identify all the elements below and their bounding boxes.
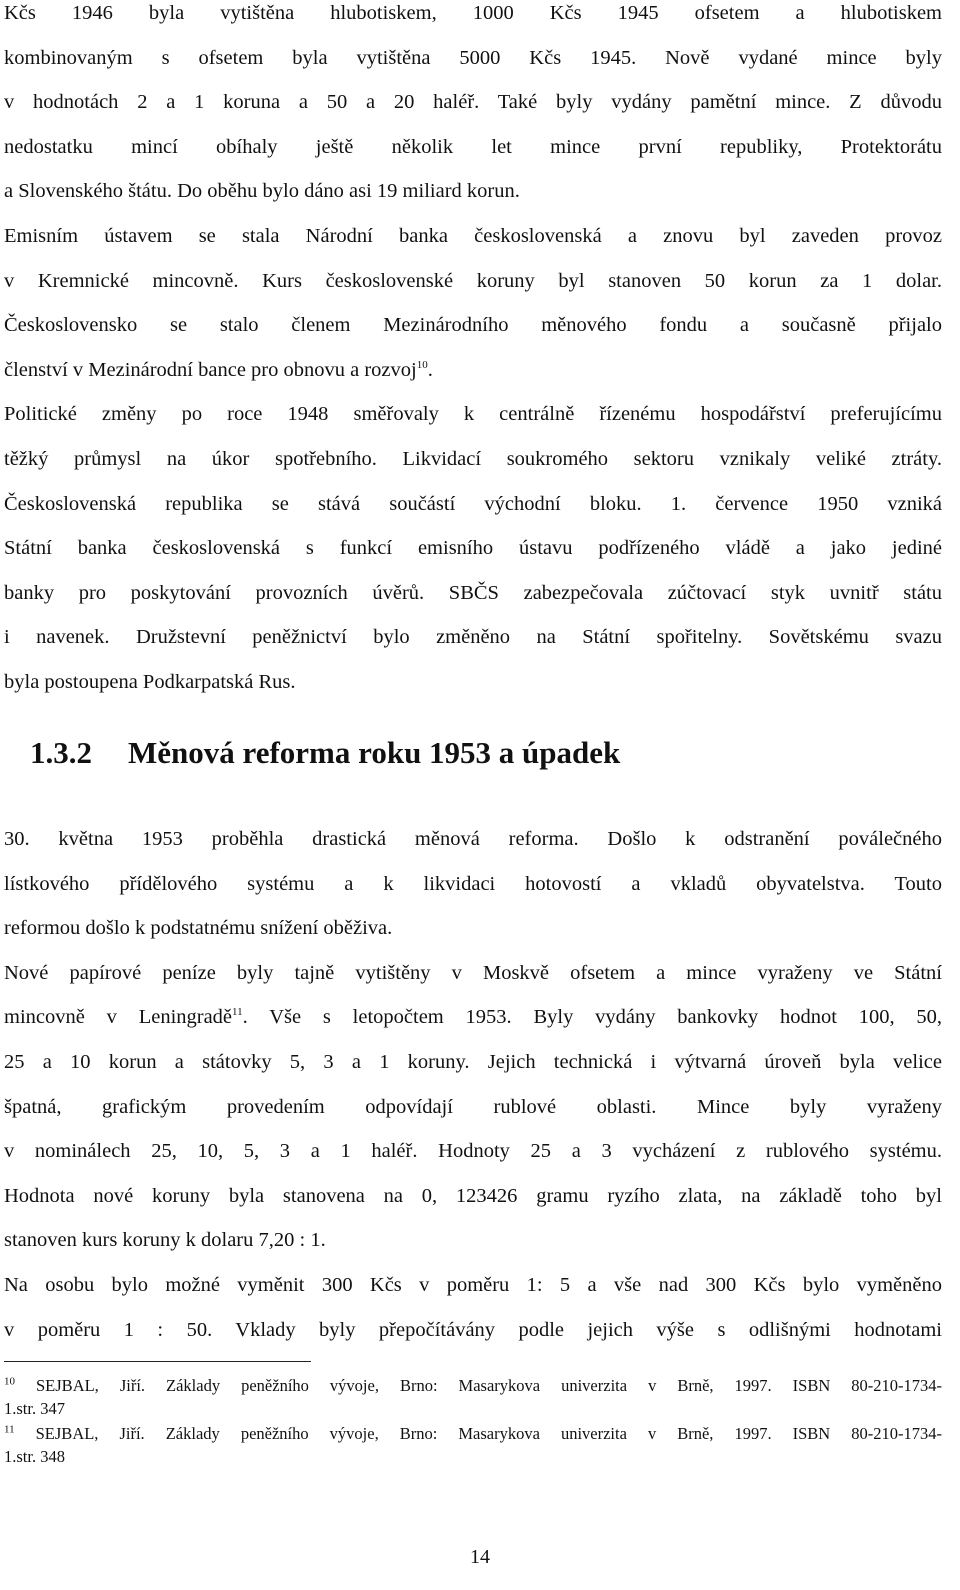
page-number: 14 xyxy=(470,1546,490,1568)
footnote-text: 1.str. 348 xyxy=(4,1447,65,1466)
section-title: Měnová reforma roku 1953 a úpadek xyxy=(128,735,621,770)
footnote-text: SEJBAL, Jiří. Základy peněžního vývoje, Brno: Masarykova univerzita v Brně, 1997. ISBN 80-210-1734- xyxy=(15,1376,942,1395)
line-text: Československo se stalo členem Mezinárodního měnového fondu a současně přijalo xyxy=(4,314,942,337)
line-text: v Kremnické mincovně. Kurs československé koruny byl stanoven 50 korun za 1 dolar. xyxy=(4,269,942,292)
line-text: špatná, grafickým provedením odpovídají rublové oblasti. Mince byly vyraženy xyxy=(4,1095,942,1118)
text-line xyxy=(4,1317,942,1343)
footnote-text: SEJBAL, Jiří. Základy peněžního vývoje, Brno: Masarykova univerzita v Brně, 1997. ISBN 80-210-1734- xyxy=(14,1424,942,1443)
line-text: 25 a 10 korun a státovky 5, 3 a 1 koruny. Jejich technická i výtvarná úroveň byla velice xyxy=(4,1051,942,1073)
line-text: Emisním ústavem se stala Národní banka československá a znovu byl zaveden provoz xyxy=(4,225,942,247)
footnote-ref[interactable]: 11 xyxy=(232,1006,243,1019)
text-line xyxy=(4,1094,942,1120)
line-text: Nové papírové peníze byly tajně vytištěny v Moskvě ofsetem a mince vyraženy ve Státní xyxy=(4,961,942,984)
text-line xyxy=(4,1272,942,1298)
text-line xyxy=(4,45,942,71)
line-text: těžký průmysl na úkor spotřebního. Likvidací soukromého sektoru vznikaly veliké ztráty. xyxy=(4,448,942,470)
line-text: v poměru 1 : 50. Vklady byly přepočítávány podle jejich výše s odlišnými hodnotami xyxy=(4,1318,942,1341)
text-line xyxy=(4,1138,942,1164)
footnote-separator xyxy=(4,1361,311,1362)
footnote-line xyxy=(4,1447,942,1467)
text-line xyxy=(4,624,942,650)
footnote-mark: 11 xyxy=(4,1424,15,1436)
text-line xyxy=(4,1183,942,1209)
line-text: lístkového přídělového systému a k likvidaci hotovostí a vkladů obyvatelstva. Touto xyxy=(4,872,942,895)
section-heading xyxy=(30,733,620,773)
footnote-mark: 10 xyxy=(4,1376,15,1388)
text-line xyxy=(4,1227,942,1253)
text-line xyxy=(4,401,942,427)
line-text-continued: . xyxy=(427,358,433,381)
text-line xyxy=(4,89,942,115)
footnote-line xyxy=(4,1376,942,1396)
text-line xyxy=(4,223,942,249)
line-text: Státní banka československá s funkcí emisního ústavu podřízeného vládě a jako jediné xyxy=(4,537,942,560)
line-text: Na osobu bylo možné vyměnit 300 Kčs v poměru 1: 5 a vše nad 300 Kčs bylo vyměněno xyxy=(4,1274,942,1296)
footnote-line xyxy=(4,1424,942,1444)
text-line xyxy=(4,0,942,26)
text-line xyxy=(4,1004,942,1030)
text-line xyxy=(4,826,942,852)
line-text: nedostatku mincí obíhaly ještě několik let mince první republiky, Protektorátu xyxy=(4,135,942,158)
section-number: 1.3.2 xyxy=(30,735,92,770)
text-line xyxy=(4,1049,942,1075)
line-text-continued: . Vše s letopočtem 1953. Byly vydány bankovky hodnot 100, 50, xyxy=(242,1006,942,1029)
line-text: kombinovaným s ofsetem byla vytištěna 5000 Kčs 1945. Nově vydané mince byly xyxy=(4,46,942,69)
line-text: v hodnotách 2 a 1 koruna a 50 a 20 haléř. Také byly vydány pamětní mince. Z důvodu xyxy=(4,91,942,114)
text-line xyxy=(4,357,942,383)
text-line xyxy=(4,446,942,472)
line-text: Politické změny po roce 1948 směřovaly k centrálně řízenému hospodářství preferujícímu xyxy=(4,403,942,426)
line-text: 30. května 1953 proběhla drastická měnová reforma. Došlo k odstranění poválečného xyxy=(4,828,942,850)
line-text: i navenek. Družstevní peněžnictví bylo změněno na Státní spořitelny. Sovětskému svazu xyxy=(4,626,942,649)
text-line xyxy=(4,669,942,695)
line-text: v nominálech 25, 10, 5, 3 a 1 haléř. Hodnoty 25 a 3 vycházení z rublového systému. xyxy=(4,1140,942,1163)
footnote-text: 1.str. 347 xyxy=(4,1399,65,1418)
line-text: banky pro poskytování provozních úvěrů. SBČS zabezpečovala zúčtovací styk uvnitř státu xyxy=(4,581,942,604)
text-line xyxy=(4,268,942,294)
text-line xyxy=(4,580,942,606)
text-line xyxy=(4,134,942,160)
line-text: Československá republika se stává součástí východní bloku. 1. července 1950 vzniká xyxy=(4,492,942,515)
line-text: mincovně v Leningradě xyxy=(4,1006,233,1029)
text-line xyxy=(4,491,942,517)
line-text: Hodnota nové koruny byla stanovena na 0, 123426 gramu ryzího zlata, na základě toho byl xyxy=(4,1184,942,1207)
line-text: Kčs 1946 byla vytištěna hlubotiskem, 1000 Kčs 1945 ofsetem a hlubotiskem xyxy=(4,2,942,24)
text-line xyxy=(4,535,942,561)
line-text: stanoven kurs koruny k dolaru 7,20 : 1. xyxy=(4,1229,326,1252)
line-text: byla postoupena Podkarpatská Rus. xyxy=(4,671,296,693)
text-line xyxy=(4,871,942,897)
line-text: a Slovenského štátu. Do oběhu bylo dáno asi 19 miliard korun. xyxy=(4,180,520,203)
text-line xyxy=(4,178,942,204)
footnote-line xyxy=(4,1399,942,1419)
text-line xyxy=(4,312,942,338)
text-line xyxy=(4,960,942,986)
line-text: členství v Mezinárodní bance pro obnovu a rozvoj xyxy=(4,358,417,381)
line-text: reformou došlo k podstatnému snížení oběživa. xyxy=(4,917,393,940)
footnote-ref[interactable]: 10 xyxy=(416,358,428,371)
text-line xyxy=(4,915,942,941)
